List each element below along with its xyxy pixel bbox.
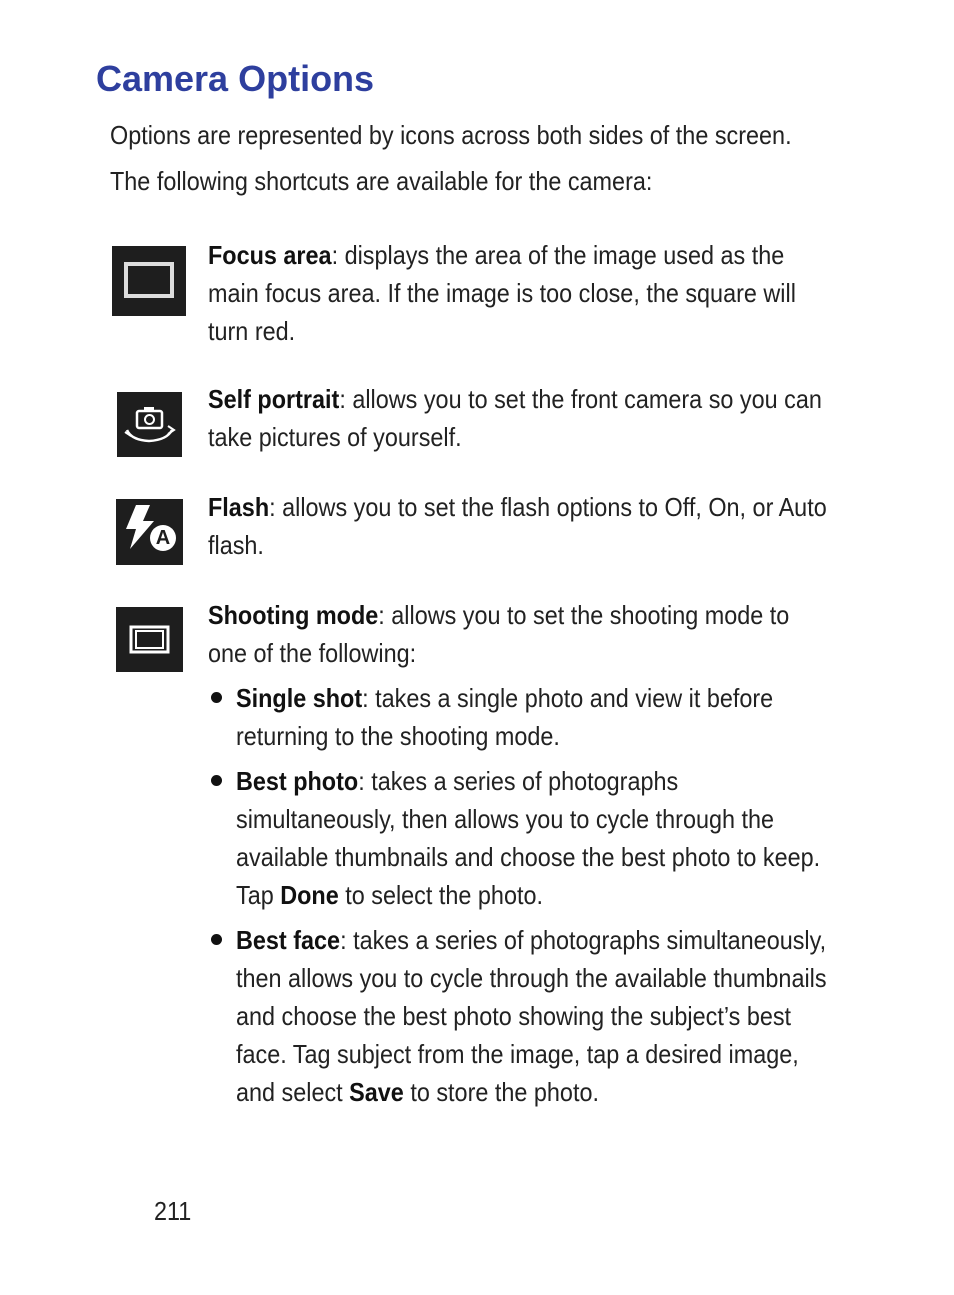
mode-action: Done (280, 880, 339, 910)
bullet-dot (211, 692, 222, 703)
intro-paragraph (110, 112, 812, 204)
mode-desc: : takes a single photo and view it before returning to the shooting mode. (236, 683, 774, 751)
mode-term: Best photo (236, 766, 359, 796)
mode-action: Save (349, 1077, 404, 1107)
mode-desc-end: to store the photo. (403, 1077, 599, 1107)
option-term: Shooting mode (208, 600, 379, 630)
page-title: Camera Options (96, 58, 375, 99)
mode-desc: : takes a series of photographs simultaneously, then allows you to cycle through the available thumbnails and choose the best photo showing the subject’s best face. Tag subject from the image, tap a desired image, and select (236, 925, 827, 1107)
option-self-portrait (208, 380, 829, 456)
mode-term: Best face (236, 925, 341, 955)
intro-line-1: Options are represented by icons across both sides of the screen. (110, 120, 792, 150)
mode-best-face (236, 921, 830, 1111)
flash-auto-icon (116, 499, 183, 565)
flash-auto-letter: A (155, 527, 171, 549)
option-flash (208, 488, 829, 564)
bullet-dot (211, 934, 222, 945)
self-portrait-icon (117, 392, 182, 457)
focus-area-icon (112, 246, 186, 316)
mode-desc-end: to select the photo. (338, 880, 543, 910)
mode-desc: : takes a series of photographs simultaneously, then allows you to cycle through the available thumbnails and choose the best photo to keep. Tap (236, 766, 821, 910)
mode-term: Single shot (236, 683, 363, 713)
option-desc: : allows you to set the front camera so you can take pictures of yourself. (208, 384, 822, 452)
mode-best-photo (236, 762, 830, 914)
shooting-mode-icon (116, 607, 183, 672)
option-desc: : allows you to set the shooting mode to one of the following: (208, 600, 790, 668)
mode-single-shot (236, 679, 830, 755)
option-desc: : displays the area of the image used as the main focus area. If the image is too close, the square will turn red. (208, 240, 796, 346)
option-term: Self portrait (208, 384, 340, 414)
page-number: 211 (154, 1196, 192, 1226)
intro-line-2: The following shortcuts are available for the camera: (110, 166, 653, 196)
bullet-dot (211, 775, 222, 786)
option-term: Focus area (208, 240, 332, 270)
option-shooting-mode (208, 596, 829, 672)
option-term: Flash (208, 492, 270, 522)
option-focus-area (208, 236, 829, 350)
option-desc: : allows you to set the flash options to Off, On, or Auto flash. (208, 492, 827, 560)
